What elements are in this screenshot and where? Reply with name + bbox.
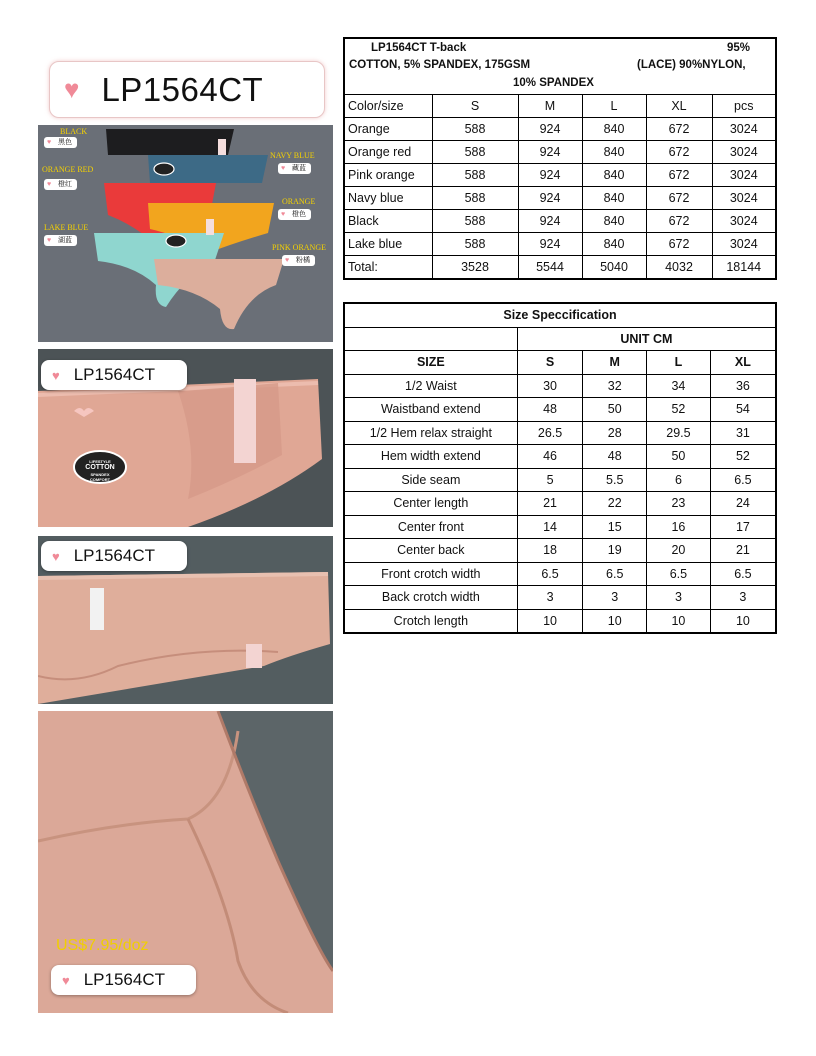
table-row [344, 118, 776, 141]
value-cell: 672 [646, 187, 712, 210]
brand-badge [81, 459, 119, 482]
value-cell: 14 [517, 515, 583, 539]
value-cell: 840 [582, 164, 646, 187]
color-label-orange-red: ORANGE RED [42, 165, 94, 174]
col-header: S [432, 95, 518, 118]
table-row [344, 492, 776, 516]
table-row [344, 187, 776, 210]
value-cell: 19 [583, 539, 647, 563]
table-row [344, 562, 776, 586]
value-cell: 840 [582, 141, 646, 164]
value-cell: 672 [646, 141, 712, 164]
value-cell: 26.5 [517, 421, 583, 445]
value-cell: 18 [517, 539, 583, 563]
value-cell: 46 [517, 445, 583, 469]
row-label-cell: Back crotch width [344, 586, 517, 610]
color-chip-orange-red: ♥ 橙红 [44, 179, 77, 190]
color-label-lake-blue: LAKE BLUE [44, 223, 89, 232]
value-cell: 20 [647, 539, 711, 563]
heart-icon: ♥ [64, 74, 80, 104]
row-label-cell: Hem width extend [344, 445, 517, 469]
brand-badge-line1: LIFESTYLE [89, 459, 111, 464]
size-col-header: L [647, 351, 711, 375]
value-cell: 3024 [712, 118, 776, 141]
color-chip-orange: ♥ 橙色 [278, 209, 311, 220]
value-cell: 24 [710, 492, 776, 516]
quantity-total-row [344, 256, 776, 280]
value-cell: 54 [710, 398, 776, 422]
value-cell: 6.5 [710, 562, 776, 586]
table-row [344, 374, 776, 398]
row-label-cell: Front crotch width [344, 562, 517, 586]
table-row [344, 141, 776, 164]
value-cell: 36 [710, 374, 776, 398]
value-cell: 6.5 [710, 468, 776, 492]
value-cell: 924 [518, 118, 582, 141]
row-label-cell: Center length [344, 492, 517, 516]
table-row [344, 468, 776, 492]
value-cell: 10 [583, 609, 647, 633]
value-cell: 21 [517, 492, 583, 516]
heart-icon: ♥ [52, 367, 60, 383]
value-cell: 924 [518, 210, 582, 233]
color-lineup-photo [38, 125, 333, 342]
total-cell: Total: [344, 256, 432, 280]
table-row [344, 421, 776, 445]
price-label: US$7.95/doz [56, 937, 149, 954]
table-row [344, 609, 776, 633]
size-col-header: S [517, 351, 583, 375]
size-spec-table [343, 302, 777, 634]
title-right-line2: (LACE) 90%NYLON, [637, 59, 746, 71]
row-label-cell: Crotch length [344, 609, 517, 633]
quantity-table-header [344, 38, 776, 95]
value-cell: 6 [647, 468, 711, 492]
value-cell: 672 [646, 164, 712, 187]
quantity-table [343, 37, 777, 280]
value-cell: 50 [647, 445, 711, 469]
value-cell: 924 [518, 164, 582, 187]
quantity-table-title [344, 38, 776, 95]
total-cell: 5544 [518, 256, 582, 280]
row-label-cell: Orange red [344, 141, 432, 164]
color-chip-lake-blue: ♥ 湖蓝 [44, 235, 77, 246]
row-label-cell: 1/2 Waist [344, 374, 517, 398]
color-label-pink-orange: PINK ORANGE [272, 243, 326, 252]
row-label-cell: Orange [344, 118, 432, 141]
value-cell: 30 [517, 374, 583, 398]
value-cell: 588 [432, 164, 518, 187]
color-label-black: BLACK [60, 127, 88, 136]
value-cell: 672 [646, 233, 712, 256]
value-cell: 840 [582, 210, 646, 233]
product-code-tag-3 [41, 541, 187, 571]
col-header: M [518, 95, 582, 118]
product-code: LP1564CT [73, 365, 155, 384]
value-cell: 28 [583, 421, 647, 445]
value-cell: 23 [647, 492, 711, 516]
value-cell: 924 [518, 141, 582, 164]
table-row [344, 233, 776, 256]
table-row [344, 398, 776, 422]
value-cell: 5 [517, 468, 583, 492]
size-col-header: SIZE [344, 351, 517, 375]
value-cell: 10 [647, 609, 711, 633]
value-cell: 588 [432, 210, 518, 233]
value-cell: 3 [647, 586, 711, 610]
total-cell: 4032 [646, 256, 712, 280]
value-cell: 22 [583, 492, 647, 516]
title-line2: COTTON, 5% SPANDEX, 175GSM [349, 59, 531, 71]
col-header: Color/size [344, 95, 432, 118]
product-code-tag-4 [51, 965, 196, 995]
color-label-navy-blue: NAVY BLUE [270, 151, 315, 160]
col-header: L [582, 95, 646, 118]
table-row [344, 210, 776, 233]
value-cell: 840 [582, 233, 646, 256]
value-cell: 29.5 [647, 421, 711, 445]
color-chip-black: ♥ 黑色 [44, 137, 77, 148]
row-label-cell: Pink orange [344, 164, 432, 187]
title-line1: LP1564CT T-back [371, 42, 467, 54]
brand-badge-line4: COMFORT [89, 477, 111, 482]
table-row [344, 445, 776, 469]
row-label-cell: Black [344, 210, 432, 233]
value-cell: 588 [432, 233, 518, 256]
row-label-cell: Center front [344, 515, 517, 539]
product-code: LP1564CT [101, 70, 264, 108]
value-cell: 52 [710, 445, 776, 469]
table-row [344, 539, 776, 563]
value-cell: 672 [646, 118, 712, 141]
value-cell: 17 [710, 515, 776, 539]
value-cell: 3024 [712, 141, 776, 164]
value-cell: 6.5 [647, 562, 711, 586]
size-spec-blank [344, 327, 517, 351]
heart-icon: ♥ [62, 972, 70, 988]
title-right-line1: 95% [727, 42, 751, 54]
table-row [344, 586, 776, 610]
row-label-cell: Side seam [344, 468, 517, 492]
value-cell: 10 [517, 609, 583, 633]
value-cell: 3024 [712, 164, 776, 187]
color-chip-pink-orange: ♥ 粉橘 [282, 255, 315, 266]
value-cell: 840 [582, 187, 646, 210]
row-label-cell: Navy blue [344, 187, 432, 210]
value-cell: 3024 [712, 233, 776, 256]
value-cell: 3024 [712, 187, 776, 210]
value-cell: 15 [583, 515, 647, 539]
value-cell: 48 [517, 398, 583, 422]
size-spec-title: Size Speccification [344, 303, 776, 327]
total-cell: 5040 [582, 256, 646, 280]
row-label-cell: Lake blue [344, 233, 432, 256]
product-code: LP1564CT [83, 970, 165, 989]
value-cell: 3 [517, 586, 583, 610]
value-cell: 6.5 [583, 562, 647, 586]
total-cell: 3528 [432, 256, 518, 280]
total-cell: 18144 [712, 256, 776, 280]
product-code-tag [49, 61, 325, 118]
value-cell: 50 [583, 398, 647, 422]
row-label-cell: Center back [344, 539, 517, 563]
value-cell: 840 [582, 118, 646, 141]
size-col-header: XL [710, 351, 776, 375]
product-code: LP1564CT [73, 546, 155, 565]
value-cell: 16 [647, 515, 711, 539]
row-label-cell: Waistband extend [344, 398, 517, 422]
value-cell: 5.5 [583, 468, 647, 492]
size-col-header: M [583, 351, 647, 375]
title-line3: 10% SPANDEX [513, 77, 594, 89]
table-row [344, 164, 776, 187]
value-cell: 924 [518, 233, 582, 256]
brand-badge-line2: COTTON [85, 464, 115, 471]
brand-badge-line3: SPANDEX [90, 472, 110, 477]
value-cell: 924 [518, 187, 582, 210]
value-cell: 10 [710, 609, 776, 633]
value-cell: 34 [647, 374, 711, 398]
value-cell: 3024 [712, 210, 776, 233]
value-cell: 31 [710, 421, 776, 445]
value-cell: 3 [583, 586, 647, 610]
value-cell: 588 [432, 187, 518, 210]
heart-icon: ♥ [52, 548, 60, 564]
table-row [344, 515, 776, 539]
value-cell: 588 [432, 141, 518, 164]
quantity-table-columns [344, 95, 776, 118]
product-code-tag-2 [41, 360, 187, 390]
value-cell: 6.5 [517, 562, 583, 586]
size-spec-unit: UNIT CM [517, 327, 776, 351]
value-cell: 21 [710, 539, 776, 563]
value-cell: 32 [583, 374, 647, 398]
value-cell: 588 [432, 118, 518, 141]
color-chip-navy-blue: ♥ 藏蓝 [278, 163, 311, 174]
value-cell: 48 [583, 445, 647, 469]
color-label-orange: ORANGE [282, 197, 316, 206]
row-label-cell: 1/2 Hem relax straight [344, 421, 517, 445]
value-cell: 3 [710, 586, 776, 610]
value-cell: 52 [647, 398, 711, 422]
col-header: pcs [712, 95, 776, 118]
col-header: XL [646, 95, 712, 118]
value-cell: 672 [646, 210, 712, 233]
